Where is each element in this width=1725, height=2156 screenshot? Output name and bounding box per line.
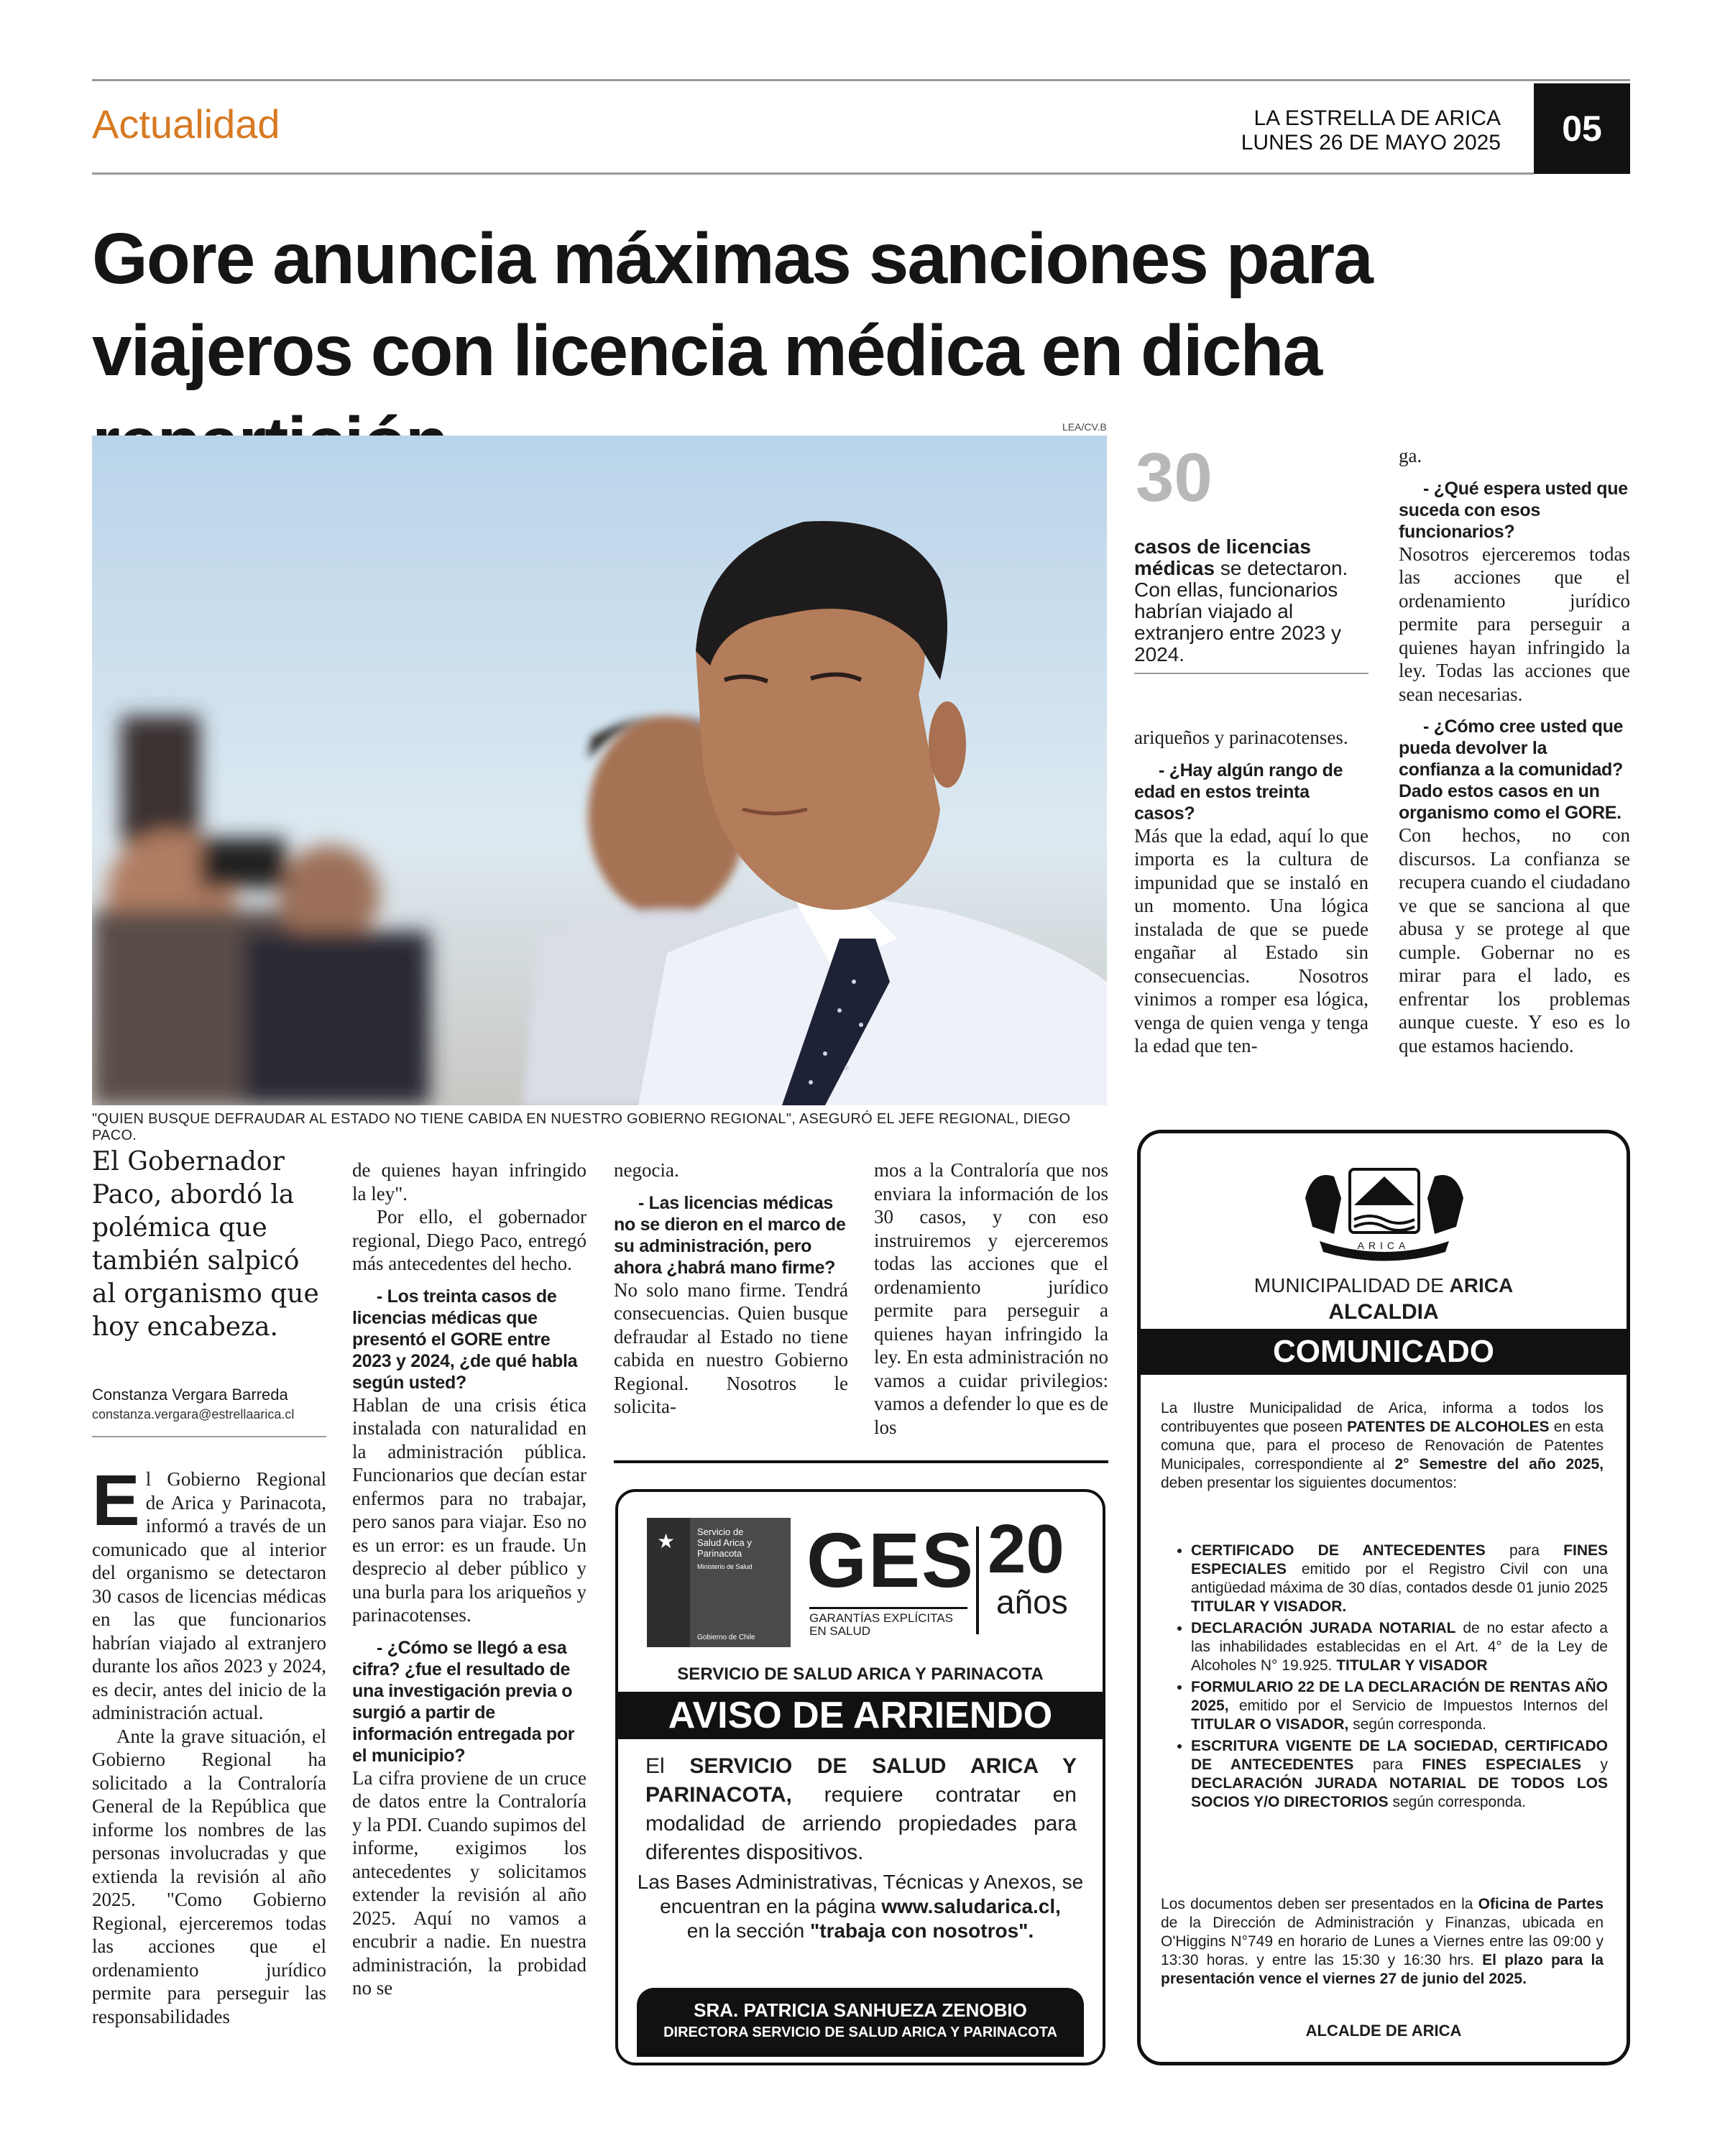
- municipal-notice: [1137, 1130, 1630, 2065]
- header-rule: [92, 172, 1534, 175]
- paragraph: mos a la Contraloría que nos enviara la información de los 30 casos, y con eso instruiremos y ejerceremos todas las acciones que el ordenamiento jurídico permite para perseguir a quienes hayan infringido la ley. En esta administración no vamos a cuidar privilegios: vamos a defender lo que es de los: [874, 1159, 1108, 1438]
- paragraph: Ante la grave situación, el Gobierno Regional ha solicitado a la Contraloría General de la República que informe los nombres de las personas involucradas y que extienda la revisión al año 2025. "Como Gobierno Regional, ejerceremos todas las acciones que el ordenamiento jurídico permite para perseguir las responsabilidades: [92, 1725, 326, 2027]
- highlight-text: [1134, 536, 1371, 665]
- column-rule: [614, 1460, 1108, 1463]
- paper-name: LA ESTRELLA DE ARICA: [1254, 106, 1501, 130]
- highlight-number: 30: [1136, 439, 1213, 516]
- paragraph: Por ello, el gobernador regional, Diego Paco, entregó más antecedentes del hecho.: [352, 1206, 586, 1274]
- paragraph: ga.: [1399, 445, 1422, 466]
- paragraph: No solo mano firme. Tendrá consecuencias. Quien busque defraudar al Estado no tiene cabida en nuestro Gobierno Regional. Nosotros le solicita-: [614, 1279, 848, 1417]
- notice-signature: ALCALDE DE ARICA: [1305, 2022, 1462, 2040]
- highlight-rest: se detectaron. Con ellas, funcionarios habrían viajado al extranjero entre 2023 y 2024.: [1134, 557, 1348, 665]
- article-column-6: [1399, 444, 1630, 1057]
- section-label: Actualidad: [92, 101, 280, 147]
- ges-advertisement: [615, 1489, 1105, 2065]
- paragraph: El Gobierno Regional de Arica y Parinacota, informó a través de un comunicado que al interior del organismo se detectaron 30 casos de licencias médicas en las que funcionarios habrían viajado al extranjero durante los años 2023 y 2024, es decir, antes del inicio de la administración actual.: [92, 1460, 326, 1723]
- list-item: • FORMULARIO 22 DE LA DECLARACIÓN DE RENTAS AÑO 2025, emitido por el Servicio de Impuestos Internos del TITULAR O VISADOR, según corresponda.: [1191, 1678, 1608, 1734]
- ad-title: AVISO DE ARRIENDO: [618, 1692, 1103, 1739]
- list-item: • CERTIFICADO DE ANTECEDENTES para FINES ESPECIALES emitido por el Registro Civil con una antigüedad máxima de 30 días, contados desde 01 junio 2025 TITULAR Y VISADOR.: [1191, 1542, 1608, 1616]
- photo-caption: "QUIEN BUSQUE DEFRAUDAR AL ESTADO NO TIENE CABIDA EN NUESTRO GOBIERNO REGIONAL", ASEGURÓ EL JEFE REGIONAL, DIEGO PACO.: [92, 1111, 1071, 1143]
- article-photo: [92, 436, 1107, 1105]
- interview-question: - Las licencias médicas no se dieron en el marco de su administración, pero ahora ¿habrá mano firme?: [614, 1192, 846, 1278]
- article-column-1: [92, 1460, 326, 2028]
- service-name: SERVICIO DE SALUD ARICA Y PARINACOTA: [677, 1664, 1044, 1684]
- municipality-name: MUNICIPALIDAD DE ARICA: [1254, 1274, 1514, 1296]
- ges-subtitle: GARANTÍAS EXPLÍCITAS EN SALUD: [809, 1607, 967, 1638]
- page-number: 05: [1534, 83, 1630, 174]
- interview-question: - ¿Hay algún rango de edad en estos treinta casos?: [1134, 760, 1343, 824]
- drop-cap: E: [92, 1460, 140, 1541]
- top-rule: [92, 79, 1630, 81]
- photo-credit: LEA/CV.B: [1062, 421, 1107, 433]
- health-service-logo: [647, 1518, 791, 1647]
- interview-question: - ¿Cómo se llegó a esa cifra? ¿fue el resultado de una investigación previa o surgió a partir de información entregada por el municipio?: [352, 1637, 575, 1766]
- interview-question: - ¿Cómo cree usted que pueda devolver la confianza a la comunidad? Dado estos casos en un organismo como el GORE.: [1399, 717, 1624, 823]
- paragraph: ariqueños y parinacotenses.: [1134, 727, 1348, 748]
- paragraph: negocia.: [614, 1159, 679, 1181]
- notice-closing: Los documentos deben ser presentados en la Oficina de Partes de la Dirección de Administración y Finanzas, ubicada en O'Higgins N°749 en horario de Lunes a Viernes entre las 09:00 y 13:30 horas. y entre las 15:30 y 16:30 hrs. El plazo para la presentación vence el viernes 27 de junio del 2025.: [1161, 1896, 1604, 1987]
- article-column-4: [874, 1158, 1108, 1439]
- paragraph: Más que la edad, aquí lo que importa es la cultura de impunidad que se instaló en un momento. Una lógica instalada de que se puede engañar al Estado sin consecuencias. Nosotros vinimos a romper esa lógica, venga de quien venga y tenga la edad que ten-: [1134, 824, 1368, 1056]
- byline-name: Constanza Vergara Barreda: [92, 1386, 288, 1404]
- masthead: [1241, 106, 1501, 155]
- article-column-5: [1134, 726, 1368, 1058]
- headline: Gore anuncia máximas sanciones para viajeros con licencia médica en dicha: [92, 218, 1372, 391]
- article-column-3: [614, 1158, 848, 1419]
- ges-divider: [976, 1526, 979, 1634]
- ad-bases: Las Bases Administrativas, Técnicas y Anexos, se encuentran en la página www.saludarica.cl, en la sección "trabaja con nosotros".: [637, 1871, 1084, 1942]
- paragraph: Hablan de una crisis ética instalada con naturalidad en la administración pública. Funcionarios que decían estar enfermos para no trabajar, pero sanos para viajar. Eso no es un error: es un fraude. Un desprecio al deber público y una burla para los ariqueños y parinacotenses.: [352, 1393, 586, 1626]
- issue-date: LUNES 26 DE MAYO 2025: [1241, 131, 1501, 155]
- twenty-years: 20: [988, 1511, 1064, 1588]
- list-item: • DECLARACIÓN JURADA NOTARIAL de no estar afecto a las inhabilidades establecidas en el Art. 4° de la Ley de Alcoholes N° 19.925. TITULAR Y VISADOR: [1191, 1619, 1608, 1675]
- document-list: [1155, 1542, 1608, 1815]
- byline-email: constanza.vergara@estrellaarica.cl: [92, 1407, 295, 1422]
- interview-question: - Los treinta casos de licencias médicas que presentó el GORE entre 2023 y 2024, ¿de qué habla según usted?: [352, 1286, 578, 1393]
- paragraph: La cifra proviene de un cruce de datos entre la Contraloría y la PDI. Cuando supimos del informe, exigimos los antecedentes y solicitamos extender la revisión al año 2025. Aquí no vamos a encubrir a nadie. En nuestra administración, la probidad no se: [352, 1766, 586, 1999]
- ad-body: El SERVICIO DE SALUD ARICA Y PARINACOTA, requiere contratar en modalidad de arriendo propiedades para diferentes dispositivos.: [645, 1754, 1077, 1864]
- article-dek: El Gobernador Paco, abordó la polémica que también salpicó al organismo que hoy encabeza.: [92, 1147, 319, 1342]
- paragraph: de quienes hayan infringido la ley".: [352, 1159, 586, 1204]
- list-item: • ESCRITURA VIGENTE DE LA SOCIEDAD, CERTIFICADO DE ANTECEDENTES para FINES ESPECIALES y DECLARACIÓN JURADA NOTARIAL DE TODOS LOS SOCIOS Y/O DIRECTORIOS según corresponda.: [1191, 1737, 1608, 1812]
- interview-question: - ¿Qué espera usted que suceda con esos funcionarios?: [1399, 478, 1628, 542]
- chile-star-icon: ★: [657, 1529, 676, 1553]
- department: ALCALDIA: [1328, 1300, 1439, 1324]
- logo-gov: Gobierno de Chile: [697, 1634, 755, 1641]
- paragraph: Nosotros ejerceremos todas las acciones que el ordenamiento jurídico permite para perseguir a quienes hayan infringido la ley. Todas las acciones que sean necesarias.: [1399, 543, 1630, 705]
- years-label: años: [996, 1583, 1068, 1621]
- ad-signature: SRA. PATRICIA SANHUEZA ZENOBIO DIRECTORA SERVICIO DE SALUD ARICA Y PARINACOTA: [637, 1988, 1084, 2057]
- highlight-bold: casos de licencias médicas: [1134, 535, 1311, 579]
- notice-intro: La Ilustre Municipalidad de Arica, informa a todos los contribuyentes que poseen PATENTES DE ALCOHOLES en esta comuna que, para el proceso de Renovación de Patentes Municipales, correspondiente al 2° Semestre del año 2025, deben presentar los siguientes documentos:: [1161, 1400, 1604, 1491]
- website-link: www.saludarica.cl,: [881, 1895, 1061, 1917]
- logo-text: Servicio de Salud Arica y Parinacota Ministerio de Salud: [697, 1526, 753, 1570]
- paragraph: Con hechos, no con discursos. La confianza se recupera cuando el ciudadano ve que se sanciona al que abusa y se protege al que cumple. Gobernar no es mirar para el lado, es enfrentar los problemas aunque cueste. Y eso es lo que estamos haciendo.: [1399, 824, 1630, 1056]
- crest-ribbon-text: ARICA: [1357, 1240, 1410, 1251]
- ges-logo: GES: [806, 1516, 975, 1603]
- byline-rule: [92, 1436, 326, 1437]
- highlight-rule: [1134, 673, 1368, 674]
- notice-title: COMUNICADO: [1141, 1329, 1627, 1375]
- article-column-2: [352, 1158, 586, 2000]
